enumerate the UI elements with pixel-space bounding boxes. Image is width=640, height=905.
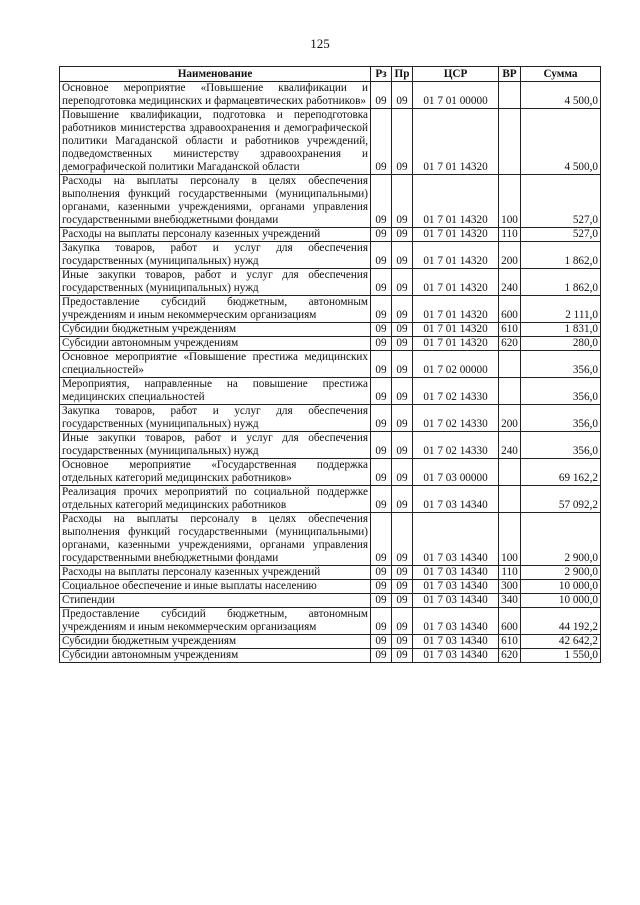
cell-pr: 09 <box>392 432 413 459</box>
cell-csr: 01 7 03 00000 <box>413 459 499 486</box>
cell-csr: 01 7 01 14320 <box>413 269 499 296</box>
table-row <box>60 608 601 635</box>
table-row <box>60 175 601 228</box>
cell-pr: 09 <box>392 459 413 486</box>
cell-rz: 09 <box>371 242 392 269</box>
cell-csr: 01 7 01 14320 <box>413 337 499 351</box>
cell-rz: 09 <box>371 82 392 109</box>
cell-pr: 09 <box>392 228 413 242</box>
table-row <box>60 228 601 242</box>
table-row <box>60 323 601 337</box>
cell-rz: 09 <box>371 580 392 594</box>
cell-csr: 01 7 01 14320 <box>413 175 499 228</box>
cell-sum: 69 162,2 <box>521 459 601 486</box>
cell-vr: 620 <box>499 337 521 351</box>
cell-csr: 01 7 03 14340 <box>413 566 499 580</box>
cell-csr: 01 7 01 14320 <box>413 323 499 337</box>
cell-pr: 09 <box>392 109 413 175</box>
cell-csr: 01 7 01 00000 <box>413 82 499 109</box>
cell-sum: 2 900,0 <box>521 513 601 566</box>
cell-sum: 4 500,0 <box>521 109 601 175</box>
cell-pr: 09 <box>392 323 413 337</box>
cell-sum: 356,0 <box>521 432 601 459</box>
header-name: Наименование <box>60 67 371 82</box>
cell-pr: 09 <box>392 296 413 323</box>
cell-name: Социальное обеспечение и иные выплаты населению <box>60 580 371 594</box>
cell-name: Реализация прочих мероприятий по социальной поддержке отдельных категорий медицинских работников <box>60 486 371 513</box>
cell-rz: 09 <box>371 228 392 242</box>
cell-pr: 09 <box>392 378 413 405</box>
cell-pr: 09 <box>392 513 413 566</box>
cell-csr: 01 7 01 14320 <box>413 228 499 242</box>
cell-vr: 620 <box>499 649 521 663</box>
table-row <box>60 566 601 580</box>
table-row <box>60 351 601 378</box>
cell-vr: 110 <box>499 228 521 242</box>
cell-name: Субсидии автономным учреждениям <box>60 337 371 351</box>
cell-sum: 1 862,0 <box>521 242 601 269</box>
cell-name: Закупка товаров, работ и услуг для обеспечения государственных (муниципальных) нужд <box>60 242 371 269</box>
cell-vr: 200 <box>499 242 521 269</box>
cell-sum: 44 192,2 <box>521 608 601 635</box>
cell-csr: 01 7 01 14320 <box>413 109 499 175</box>
cell-csr: 01 7 02 14330 <box>413 432 499 459</box>
cell-rz: 09 <box>371 269 392 296</box>
table-body <box>60 82 601 663</box>
cell-rz: 09 <box>371 635 392 649</box>
cell-name: Субсидии бюджетным учреждениям <box>60 635 371 649</box>
cell-vr <box>499 486 521 513</box>
cell-name: Основное мероприятие «Повышение квалификации и переподготовка медицинских и фармацевтических работников» <box>60 82 371 109</box>
cell-sum: 2 111,0 <box>521 296 601 323</box>
table-row <box>60 635 601 649</box>
table-row <box>60 337 601 351</box>
cell-name: Расходы на выплаты персоналу в целях обеспечения выполнения функций государственными (муниципальными) органами, казенными учреждениями, органами управления государственными внебюджетными фондами <box>60 175 371 228</box>
cell-rz: 09 <box>371 649 392 663</box>
cell-csr: 01 7 01 14320 <box>413 242 499 269</box>
cell-rz: 09 <box>371 323 392 337</box>
cell-sum: 280,0 <box>521 337 601 351</box>
cell-csr: 01 7 03 14340 <box>413 580 499 594</box>
cell-name: Предоставление субсидий бюджетным, автономным учреждениям и иным некоммерческим организациям <box>60 296 371 323</box>
cell-rz: 09 <box>371 175 392 228</box>
table-row <box>60 242 601 269</box>
cell-csr: 01 7 03 14340 <box>413 594 499 608</box>
cell-name: Иные закупки товаров, работ и услуг для обеспечения государственных (муниципальных) нужд <box>60 432 371 459</box>
cell-csr: 01 7 03 14340 <box>413 513 499 566</box>
cell-sum: 1 831,0 <box>521 323 601 337</box>
cell-csr: 01 7 03 14340 <box>413 608 499 635</box>
table-row <box>60 486 601 513</box>
cell-vr <box>499 82 521 109</box>
cell-csr: 01 7 03 14340 <box>413 649 499 663</box>
cell-name: Субсидии автономным учреждениям <box>60 649 371 663</box>
cell-name: Повышение квалификации, подготовка и переподготовка работников министерства здравоохранения и демографической политики Магаданской области и работников учреждений, подведомственных министерству здравоохранения и демографической политики Магаданской области <box>60 109 371 175</box>
cell-pr: 09 <box>392 82 413 109</box>
cell-sum: 527,0 <box>521 228 601 242</box>
cell-rz: 09 <box>371 566 392 580</box>
cell-vr: 610 <box>499 635 521 649</box>
cell-vr: 110 <box>499 566 521 580</box>
cell-vr <box>499 378 521 405</box>
cell-name: Стипендии <box>60 594 371 608</box>
cell-vr: 600 <box>499 296 521 323</box>
cell-csr: 01 7 02 00000 <box>413 351 499 378</box>
cell-sum: 356,0 <box>521 378 601 405</box>
table-row <box>60 378 601 405</box>
cell-vr: 100 <box>499 513 521 566</box>
cell-rz: 09 <box>371 594 392 608</box>
cell-rz: 09 <box>371 513 392 566</box>
cell-name: Мероприятия, направленные на повышение престижа медицинских специальностей <box>60 378 371 405</box>
header-rz: Рз <box>371 67 392 82</box>
table-row <box>60 580 601 594</box>
cell-sum: 4 500,0 <box>521 82 601 109</box>
cell-name: Закупка товаров, работ и услуг для обеспечения государственных (муниципальных) нужд <box>60 405 371 432</box>
cell-name: Иные закупки товаров, работ и услуг для обеспечения государственных (муниципальных) нужд <box>60 269 371 296</box>
cell-rz: 09 <box>371 432 392 459</box>
cell-sum: 1 550,0 <box>521 649 601 663</box>
cell-vr <box>499 459 521 486</box>
table-row <box>60 432 601 459</box>
header-sum: Сумма <box>521 67 601 82</box>
cell-rz: 09 <box>371 405 392 432</box>
cell-rz: 09 <box>371 459 392 486</box>
cell-vr: 610 <box>499 323 521 337</box>
cell-pr: 09 <box>392 580 413 594</box>
cell-vr <box>499 351 521 378</box>
table-row <box>60 649 601 663</box>
cell-csr: 01 7 03 14340 <box>413 635 499 649</box>
cell-vr: 340 <box>499 594 521 608</box>
cell-rz: 09 <box>371 608 392 635</box>
table-row <box>60 269 601 296</box>
cell-name: Основное мероприятие «Повышение престижа медицинских специальностей» <box>60 351 371 378</box>
cell-pr: 09 <box>392 608 413 635</box>
cell-vr: 100 <box>499 175 521 228</box>
cell-pr: 09 <box>392 649 413 663</box>
cell-pr: 09 <box>392 405 413 432</box>
cell-vr: 240 <box>499 269 521 296</box>
cell-pr: 09 <box>392 566 413 580</box>
cell-vr <box>499 109 521 175</box>
cell-rz: 09 <box>371 351 392 378</box>
cell-pr: 09 <box>392 351 413 378</box>
cell-sum: 42 642,2 <box>521 635 601 649</box>
header-pr: Пр <box>392 67 413 82</box>
table-row <box>60 82 601 109</box>
table-row <box>60 513 601 566</box>
header-vr: ВР <box>499 67 521 82</box>
table-row <box>60 594 601 608</box>
page-number: 125 <box>310 36 330 51</box>
cell-rz: 09 <box>371 109 392 175</box>
cell-vr: 240 <box>499 432 521 459</box>
table-row <box>60 296 601 323</box>
cell-rz: 09 <box>371 486 392 513</box>
cell-rz: 09 <box>371 378 392 405</box>
cell-sum: 57 092,2 <box>521 486 601 513</box>
cell-csr: 01 7 02 14330 <box>413 405 499 432</box>
cell-pr: 09 <box>392 242 413 269</box>
cell-pr: 09 <box>392 635 413 649</box>
table-row <box>60 459 601 486</box>
cell-csr: 01 7 03 14340 <box>413 486 499 513</box>
cell-csr: 01 7 02 14330 <box>413 378 499 405</box>
cell-csr: 01 7 01 14320 <box>413 296 499 323</box>
cell-name: Расходы на выплаты персоналу казенных учреждений <box>60 566 371 580</box>
cell-sum: 356,0 <box>521 405 601 432</box>
cell-sum: 527,0 <box>521 175 601 228</box>
cell-pr: 09 <box>392 269 413 296</box>
cell-vr: 200 <box>499 405 521 432</box>
cell-vr: 300 <box>499 580 521 594</box>
cell-rz: 09 <box>371 337 392 351</box>
cell-name: Субсидии бюджетным учреждениям <box>60 323 371 337</box>
cell-sum: 1 862,0 <box>521 269 601 296</box>
cell-name: Расходы на выплаты персоналу в целях обеспечения выполнения функций государственными (муниципальными) органами, казенными учреждениями, органами управления государственными внебюджетными фондами <box>60 513 371 566</box>
header-csr: ЦСР <box>413 67 499 82</box>
cell-pr: 09 <box>392 594 413 608</box>
table-row <box>60 405 601 432</box>
table-row <box>60 109 601 175</box>
cell-sum: 10 000,0 <box>521 580 601 594</box>
cell-pr: 09 <box>392 486 413 513</box>
cell-vr: 600 <box>499 608 521 635</box>
cell-sum: 10 000,0 <box>521 594 601 608</box>
cell-name: Предоставление субсидий бюджетным, автономным учреждениям и иным некоммерческим организациям <box>60 608 371 635</box>
table-header-row <box>60 67 601 82</box>
budget-table <box>59 66 601 663</box>
cell-name: Расходы на выплаты персоналу казенных учреждений <box>60 228 371 242</box>
cell-sum: 2 900,0 <box>521 566 601 580</box>
cell-name: Основное мероприятие «Государственная поддержка отдельных категорий медицинских работников» <box>60 459 371 486</box>
cell-pr: 09 <box>392 337 413 351</box>
cell-rz: 09 <box>371 296 392 323</box>
cell-sum: 356,0 <box>521 351 601 378</box>
cell-pr: 09 <box>392 175 413 228</box>
